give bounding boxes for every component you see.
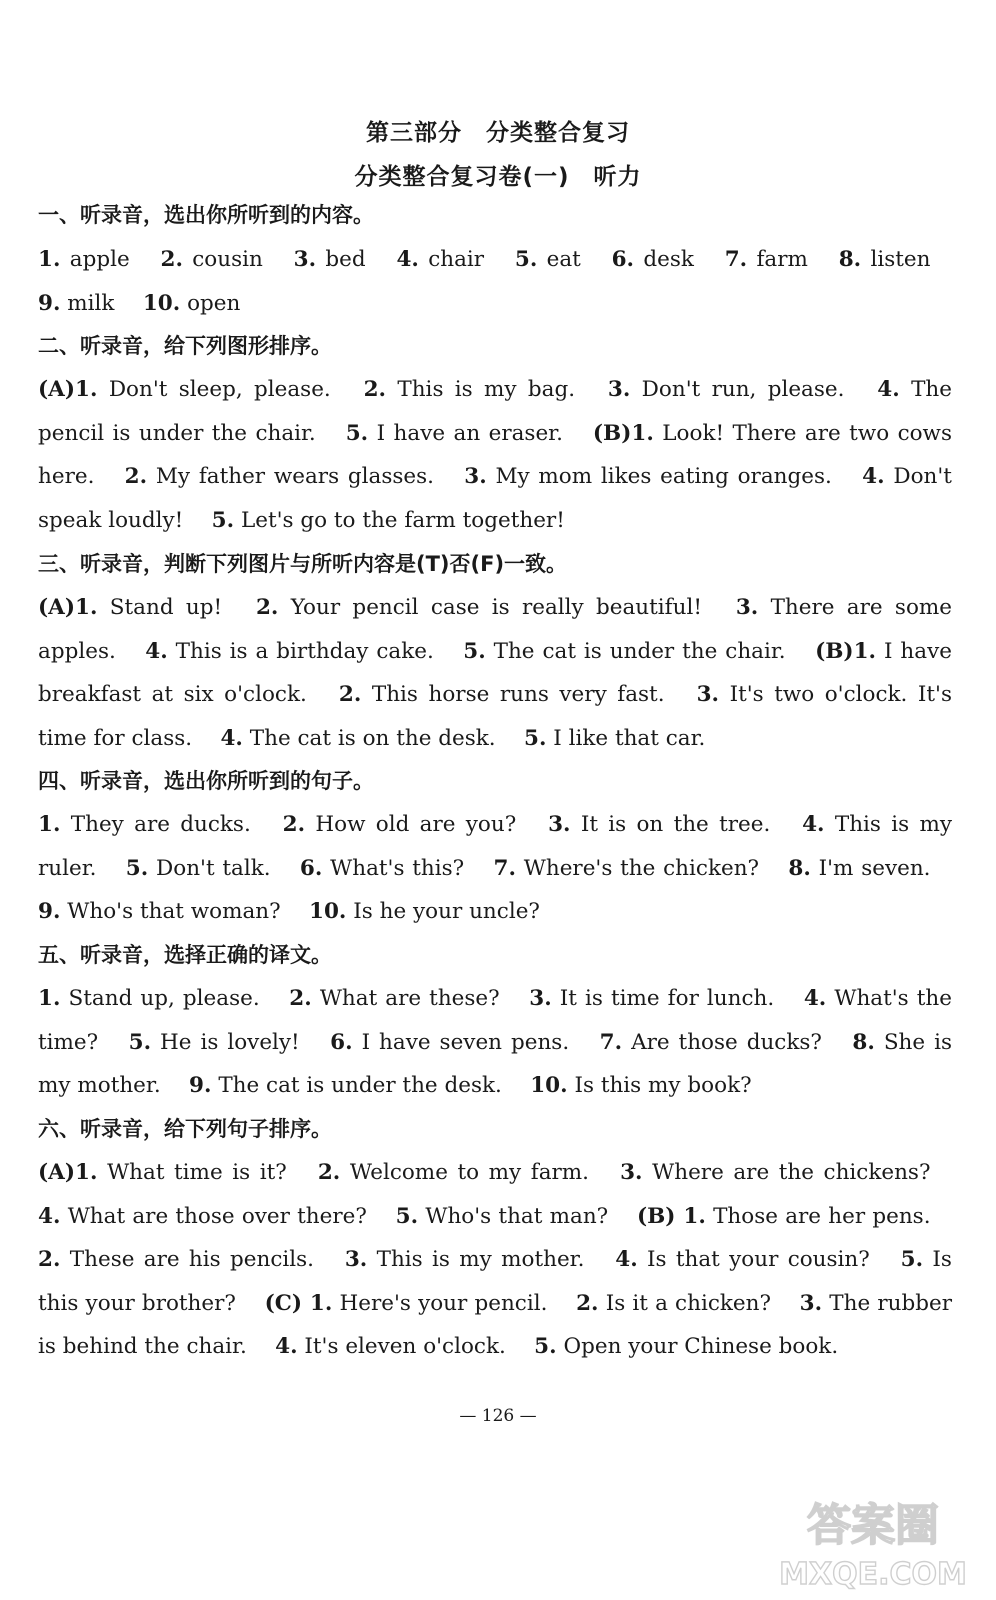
answer-text: Stand up, please. [68, 986, 260, 1011]
answer-text: The pencil is under the chair. [38, 377, 952, 446]
answer-number: 3. [548, 812, 571, 837]
answer-item [38, 247, 130, 272]
answer-item [275, 1334, 506, 1359]
answer-item [600, 1030, 822, 1055]
answer-number: (C) 1. [264, 1290, 333, 1316]
answer-number: 3. [293, 247, 317, 272]
svg-text:答案圈: 答案圈 [807, 1500, 939, 1551]
answer-number: 2. [38, 1247, 61, 1273]
answer-text: The cat is under the chair. [493, 638, 786, 664]
answer-text: What are those over there? [67, 1203, 367, 1229]
answer-item [464, 464, 832, 489]
answer-text: It's two o'clock. It's time for class. [38, 682, 952, 751]
answer-number: 6. [299, 855, 323, 881]
answer-text: Those are her pens. [713, 1203, 931, 1229]
answer-text: What are these? [319, 986, 500, 1011]
answer-number: 9. [38, 899, 61, 925]
answer-text: This is a birthday cake. [175, 638, 434, 664]
answer-item [189, 1073, 502, 1098]
section-answers-4 [38, 803, 952, 934]
section-heading-1: 一、听录音，选出你所听到的内容。 [38, 203, 374, 227]
answer-item [396, 247, 484, 272]
answer-text: Are those ducks? [631, 1029, 822, 1055]
answer-number: 4. [275, 1334, 298, 1360]
answer-item [515, 247, 581, 272]
answer-number: 1. [38, 812, 61, 837]
answer-item [38, 1160, 287, 1185]
part-title: 第三部分 分类整合复习 [366, 120, 630, 146]
answer-text: I like that car. [553, 725, 706, 751]
answer-text: Is this my book? [574, 1073, 752, 1099]
answer-number: 10. [309, 899, 347, 925]
answer-text: I have an eraser. [376, 420, 563, 446]
answer-text: Don't speak loudly! [38, 464, 952, 533]
answer-number: 2. [289, 986, 312, 1011]
answer-number: 3. [735, 595, 759, 620]
answer-text: My father wears glasses. [155, 464, 434, 490]
answer-item [548, 812, 770, 837]
section-answers-6 [38, 1151, 952, 1369]
answer-text: Who's that woman? [67, 899, 281, 925]
answer-text: This horse runs very fast. [371, 682, 665, 708]
answer-number: 8. [852, 1029, 875, 1055]
answer-number: 2. [124, 464, 148, 490]
answer-text: listen [870, 247, 931, 272]
answer-number: 4. [802, 812, 825, 837]
answer-item [38, 595, 222, 620]
answer-number: 3. [464, 464, 487, 490]
answer-item [530, 1073, 751, 1098]
answer-item [38, 377, 331, 402]
answer-number: 2. [338, 682, 362, 708]
answer-number: 4. [862, 464, 885, 490]
answer-text: It is time for lunch. [559, 986, 775, 1011]
answer-item [608, 377, 845, 402]
answer-number: 4. [803, 986, 827, 1011]
answer-text: The cat is under the desk. [218, 1073, 502, 1099]
answer-text: bed [325, 247, 366, 272]
answer-number: 4. [877, 377, 900, 402]
answer-item [364, 377, 575, 402]
answer-item [318, 1160, 589, 1185]
answer-item [534, 1334, 838, 1359]
answer-item [612, 247, 694, 272]
answer-item [283, 812, 517, 837]
answer-item [212, 508, 565, 533]
answer-number: 5. [463, 638, 486, 664]
section-heading-6: 六、听录音，给下列句子排序。 [38, 1117, 332, 1141]
answer-number: 5. [514, 247, 538, 272]
answer-item [788, 856, 930, 881]
answer-text: Is that your cousin? [647, 1247, 870, 1273]
answer-text: This is my ruler. [38, 812, 953, 881]
answer-number: 5. [395, 1203, 419, 1229]
answer-text: This is my bag. [397, 377, 576, 402]
answer-text: This is my mother. [376, 1247, 585, 1273]
answer-number: 6. [611, 247, 635, 272]
answer-number: 5. [523, 725, 547, 751]
answer-text: milk [67, 290, 115, 316]
answer-number: 9. [38, 290, 61, 316]
answer-number: 3. [696, 682, 720, 708]
answer-item [256, 595, 702, 620]
answer-text: Where are the chickens? [652, 1160, 931, 1185]
answer-text: Stand up! [109, 595, 223, 620]
answer-item [725, 247, 808, 272]
answer-text: The rubber is behind the chair. [38, 1290, 953, 1360]
answer-text: chair [428, 247, 485, 272]
answer-number: 2. [317, 1160, 341, 1185]
answer-text: It is on the tree. [580, 812, 771, 837]
answer-item [345, 1247, 585, 1272]
answer-number: 10. [530, 1073, 568, 1099]
answer-text: Your pencil case is really beautiful! [290, 595, 702, 620]
answer-item [396, 1204, 609, 1229]
answer-number: 2. [255, 595, 279, 620]
answer-number: 2. [160, 247, 183, 272]
answer-number: 1. [38, 986, 61, 1011]
answer-number: 1. [38, 247, 61, 272]
answer-item [300, 856, 464, 881]
answer-number: 7. [599, 1029, 623, 1055]
answer-item [265, 1291, 548, 1316]
answer-number: 4. [396, 247, 419, 272]
answer-number: (A)1. [38, 1160, 98, 1185]
answer-text: I have breakfast at six o'clock. [38, 638, 952, 708]
answer-item [38, 812, 251, 837]
answer-item [576, 1291, 771, 1316]
section-heading-3: 三、听录音，判断下列图片与所听内容是(T)否(F)一致。 [38, 552, 568, 576]
answer-number: 3. [620, 1160, 643, 1185]
answer-number: 6. [330, 1029, 353, 1055]
answer-number: 10. [142, 290, 181, 316]
answer-item [463, 639, 785, 664]
answer-text: Is it a chicken? [605, 1290, 771, 1316]
answer-text: Look! There are two cows here. [38, 420, 952, 490]
answer-item [161, 247, 263, 272]
answer-item [620, 1160, 930, 1185]
answer-text: Don't run, please. [641, 377, 845, 402]
section-heading-5: 五、听录音，选择正确的译文。 [38, 943, 332, 967]
answer-text: She is my mother. [38, 1029, 952, 1099]
answer-item [38, 291, 114, 316]
answer-number: 5. [345, 420, 369, 446]
answer-number: 9. [189, 1073, 212, 1099]
section-heading-4: 四、听录音，选出你所听到的句子。 [38, 769, 374, 793]
answer-item [125, 464, 434, 489]
answer-text: Welcome to my farm. [349, 1160, 590, 1185]
answer-item [143, 291, 241, 316]
answer-item [129, 1030, 300, 1055]
answer-text: cousin [192, 247, 263, 272]
answer-number: (A)1. [38, 377, 98, 402]
answer-number: 5. [125, 855, 149, 881]
answer-text: Is he your uncle? [353, 899, 540, 925]
answer-number: 3. [799, 1290, 823, 1316]
answer-number: 4. [220, 725, 243, 751]
answer-text: Where's the chicken? [523, 855, 760, 881]
answer-text: farm [756, 247, 808, 272]
svg-text:MXQE.COM: MXQE.COM [779, 1557, 967, 1592]
page-number: — 126 — [459, 1406, 537, 1426]
section-heading-2: 二、听录音，给下列图形排序。 [38, 334, 332, 358]
answer-text: What's this? [330, 855, 465, 881]
answer-text: eat [546, 247, 581, 272]
answer-text: What's the time? [38, 986, 952, 1055]
answer-number: 4. [38, 1203, 61, 1229]
answer-item [38, 986, 260, 1011]
answer-number: 5. [900, 1247, 924, 1273]
answer-text: I have seven pens. [361, 1029, 570, 1055]
answer-number: (B)1. [592, 420, 654, 446]
answer-text: Let's go to the farm together! [240, 507, 565, 533]
answer-item [839, 247, 931, 272]
answer-number: (B)1. [815, 638, 877, 664]
answer-item [524, 726, 705, 751]
answer-item [289, 986, 499, 1011]
answer-number: 2. [576, 1290, 599, 1316]
answer-text: Don't talk. [156, 855, 271, 881]
answer-text: Open your Chinese book. [563, 1334, 839, 1360]
answer-number: 7. [724, 247, 748, 272]
answer-number: 5. [534, 1334, 557, 1360]
answer-item [309, 899, 540, 924]
answer-text: The cat is on the desk. [249, 725, 496, 751]
watermark-logo [768, 1492, 978, 1592]
answer-item [339, 682, 665, 707]
answer-item [346, 421, 563, 446]
answer-number: 4. [615, 1247, 638, 1273]
paper-title: 分类整合复习卷(一) 听力 [354, 164, 642, 190]
answer-item [494, 856, 760, 881]
answer-item [529, 986, 774, 1011]
answer-item [38, 899, 281, 924]
answer-number: (A)1. [38, 595, 98, 620]
section-answers-3 [38, 586, 952, 760]
answer-number: 3. [529, 986, 552, 1011]
answer-text: He is lovely! [160, 1029, 300, 1055]
answer-item [294, 247, 366, 272]
answer-text: These are his pencils. [69, 1247, 314, 1273]
answer-number: 3. [344, 1247, 368, 1273]
answer-text: My mom likes eating oranges. [495, 464, 832, 490]
answer-item [126, 856, 271, 881]
section-answers-2 [38, 368, 952, 542]
answer-number: 5. [211, 507, 235, 533]
answer-number: 2. [363, 377, 387, 402]
answer-text: There are some apples. [38, 595, 952, 664]
answer-text: Don't sleep, please. [108, 377, 331, 402]
answer-number: 5. [128, 1029, 152, 1055]
answer-item [38, 1247, 314, 1272]
answer-item [38, 1204, 367, 1229]
answer-number: 2. [282, 812, 306, 837]
answer-text: I'm seven. [818, 855, 931, 881]
answer-text: How old are you? [315, 812, 517, 837]
answer-item [615, 1247, 870, 1272]
answer-number: 4. [145, 638, 168, 664]
answer-text: desk [643, 247, 694, 272]
answer-item [330, 1030, 569, 1055]
answer-number: (B) 1. [636, 1203, 706, 1229]
answer-item [145, 639, 434, 664]
answer-text: They are ducks. [70, 812, 251, 837]
answer-number: 8. [788, 855, 811, 881]
answer-number: 3. [607, 377, 631, 402]
answer-item [220, 726, 495, 751]
answer-number: 7. [493, 855, 516, 881]
answer-text: open [187, 290, 241, 316]
section-answers-5 [38, 977, 952, 1108]
answer-number: 8. [838, 247, 862, 272]
answer-item [637, 1204, 931, 1229]
answer-text: apple [69, 247, 130, 272]
answer-text: It's eleven o'clock. [304, 1334, 506, 1360]
answer-text: Who's that man? [425, 1203, 609, 1229]
answer-text: What time is it? [107, 1160, 287, 1185]
answer-text: Here's your pencil. [339, 1290, 548, 1316]
section-answers-1 [38, 238, 952, 325]
answer-text: Is this your brother? [38, 1247, 952, 1316]
